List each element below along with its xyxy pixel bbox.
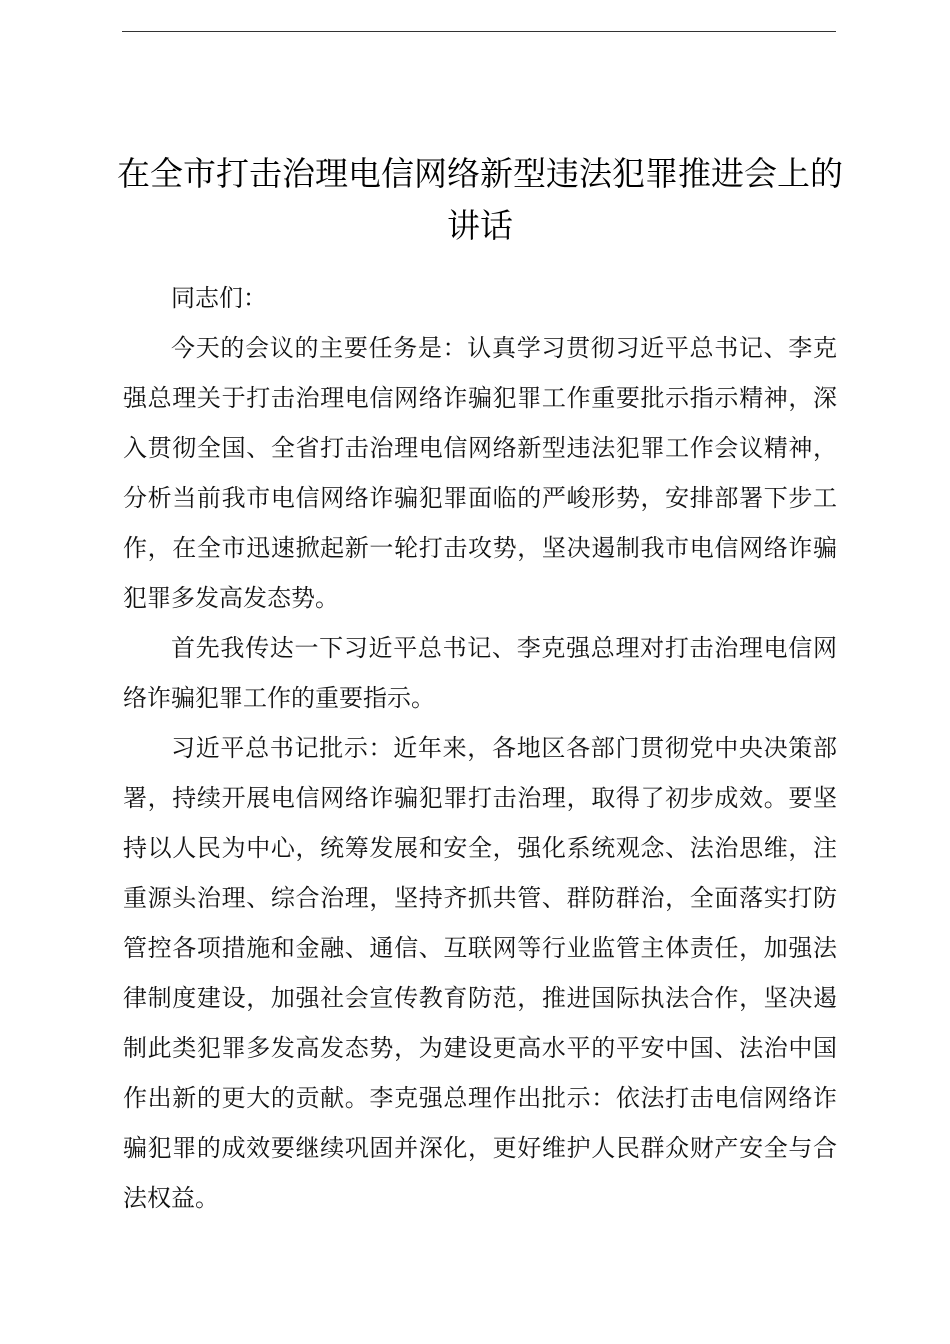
salutation-paragraph: 同志们：: [171, 284, 267, 312]
document-body: [123, 273, 837, 1223]
body-paragraph: 今天的会议的主要任务是：认真学习贯彻习近平总书记、李克强总理关于打击治理电信网络诈骗犯罪工作重要批示指示精神，深入贯彻全国、全省打击治理电信网络新型违法犯罪工作会议精神，分析当前我市电信网络诈骗犯罪面临的严峻形势，安排部署下步工作，在全市迅速掀起新一轮打击攻势，坚决遏制我市电信网络诈骗犯罪多发高发态势。: [123, 334, 837, 612]
document-title: 在全市打击治理电信网络新型违法犯罪推进会上的讲话: [117, 154, 843, 245]
body-paragraph: 首先我传达一下习近平总书记、李克强总理对打击治理电信网络诈骗犯罪工作的重要指示。: [123, 634, 837, 712]
body-paragraph: 习近平总书记批示：近年来，各地区各部门贯彻党中央决策部署，持续开展电信网络诈骗犯罪打击治理，取得了初步成效。要坚持以人民为中心，统筹发展和安全，强化系统观念、法治思维，注重源头治理、综合治理，坚持齐抓共管、群防群治，全面落实打防管控各项措施和金融、通信、互联网等行业监管主体责任，加强法律制度建设，加强社会宣传教育防范，推进国际执法合作，坚决遏制此类犯罪多发高发态势，为建设更高水平的平安中国、法治中国作出新的更大的贡献。李克强总理作出批示：依法打击电信网络诈骗犯罪的成效要继续巩固并深化，更好维护人民群众财产安全与合法权益。: [123, 734, 837, 1212]
header-rule: [122, 31, 836, 32]
